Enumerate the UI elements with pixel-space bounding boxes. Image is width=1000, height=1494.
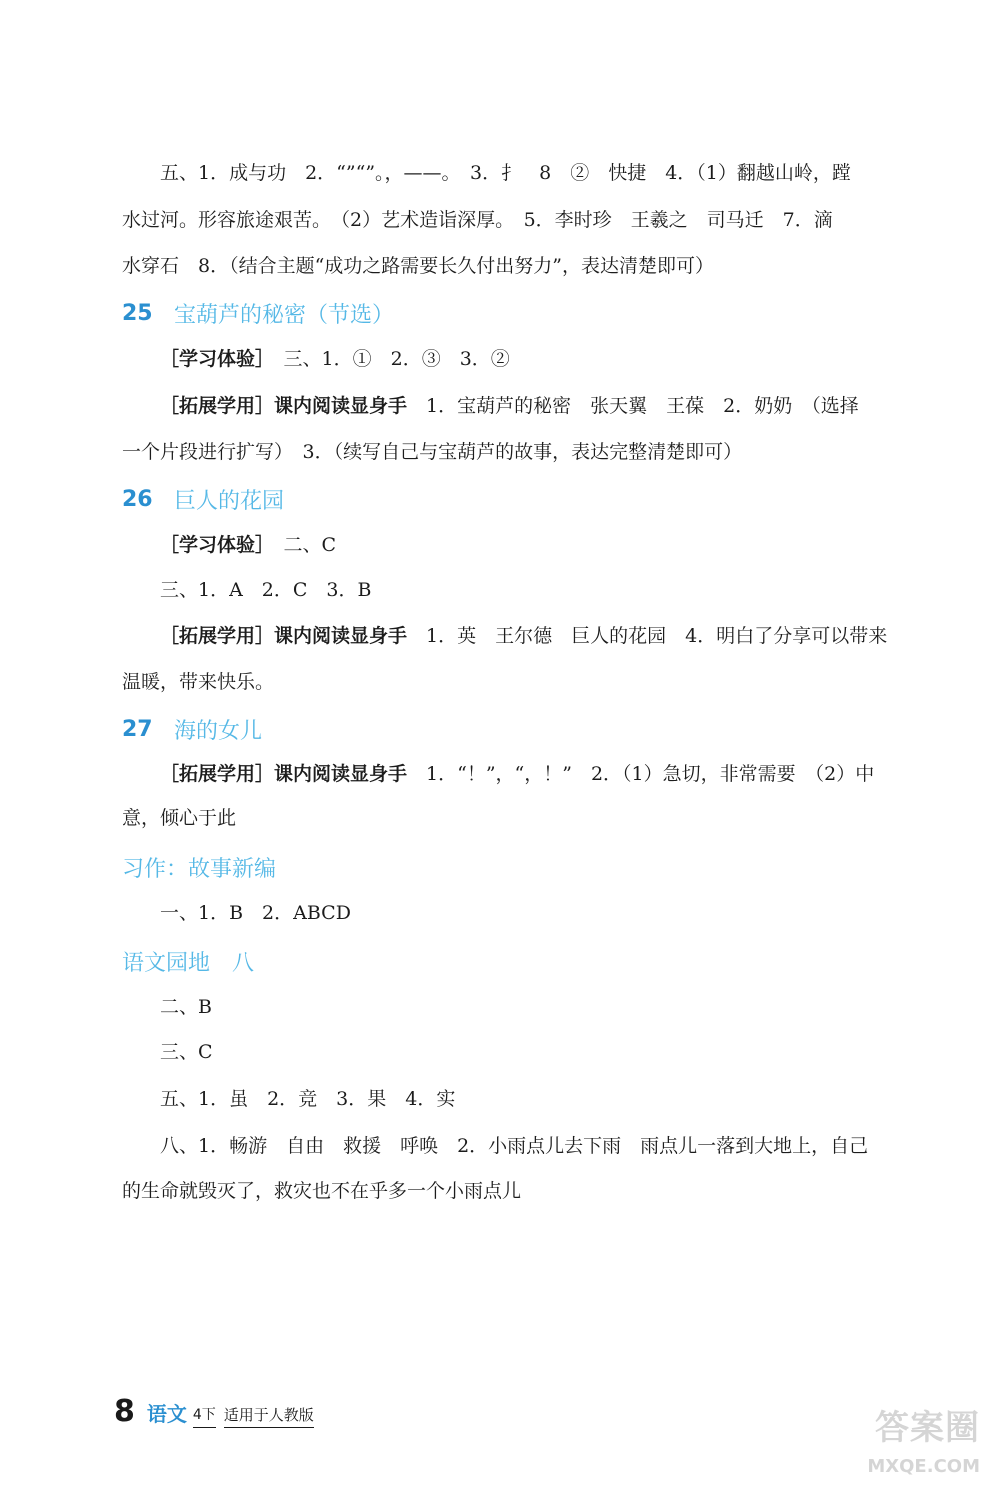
lesson-25-extend-line-2: 一个片段进行扩写） 3．（续写自己与宝葫芦的故事，表达完整清楚即可） <box>122 441 743 463</box>
extend-answers: 1．英 王尔德 巨人的花园 4．明白了分享可以带来 <box>407 625 888 647</box>
page-number: 8 <box>114 1394 135 1429</box>
lesson-25-study <box>160 346 892 372</box>
writing-section-title: 习作：故事新编 <box>122 857 277 882</box>
extend-label: ［拓展学用］课内阅读显身手 <box>160 395 408 417</box>
subject-label: 语文 <box>146 1402 187 1426</box>
lesson-27-extend-line-1 <box>160 761 892 787</box>
answer-wu-line-3: 水穿石 8．（结合主题“成功之路需要长久付出努力”，表达清楚即可） <box>122 255 715 277</box>
writing-answers: 一、1．B 2．ABCD <box>160 902 351 924</box>
lesson-number: 26 <box>122 486 153 512</box>
garden-er: 二、B <box>160 996 212 1018</box>
watermark-url: MXQE.COM <box>867 1456 980 1477</box>
garden-wu: 五、1．虽 2．竞 3．果 4．实 <box>160 1088 456 1110</box>
lesson-number: 25 <box>122 300 153 326</box>
lesson-25-extend-line-1 <box>160 393 892 419</box>
garden-ba-line-2: 的生命就毁灭了，救灾也不在乎多一个小雨点儿 <box>122 1180 522 1202</box>
lesson-number: 27 <box>122 716 153 742</box>
lesson-26-san: 三、1．A 2．C 3．B <box>160 579 372 601</box>
watermark-logo: 答案圈 <box>875 1408 980 1448</box>
answer-wu-line-2: 水过河。形容旅途艰苦。 （2）艺术造诣深厚。 5．李时珍 王羲之 司马迁 7．滴 <box>122 209 833 231</box>
garden-san: 三、C <box>160 1041 213 1063</box>
lesson-26-heading <box>122 482 284 516</box>
lesson-25-heading <box>122 296 394 330</box>
garden-ba-line-1: 八、1．畅游 自由 救援 呼唤 2．小雨点儿去下雨 雨点儿一落到大地上，自己 <box>160 1135 869 1157</box>
lesson-title: 宝葫芦的秘密（节选） <box>174 302 395 328</box>
study-label: ［学习体验］ <box>160 348 265 370</box>
answer-wu-line-1: 五、1．成与功 2．“”“”。，——。 3．扌 8 ② 快捷 4．（1）翻越山岭，蹚 <box>160 162 851 184</box>
lesson-27-extend-line-2: 意，倾心于此 <box>122 807 237 829</box>
lesson-27-heading <box>122 712 262 746</box>
lesson-26-extend-line-2: 温暖，带来快乐。 <box>122 671 275 693</box>
lesson-26-study <box>160 532 892 558</box>
watermark <box>860 1400 980 1484</box>
study-answers: 二、C <box>264 534 337 556</box>
edition-label: 适用于人教版 <box>224 1403 314 1428</box>
garden-section-title: 语文园地 八 <box>122 951 255 976</box>
extend-answers: 1．“！”，“，！” 2．（1）急切，非常需要 （2）中 <box>407 763 875 785</box>
extend-label: ［拓展学用］课内阅读显身手 <box>160 763 408 785</box>
lesson-title: 巨人的花园 <box>174 488 285 514</box>
lesson-title: 海的女儿 <box>174 718 263 744</box>
page-footer <box>114 1392 314 1428</box>
grade-label: 4下 <box>193 1403 216 1428</box>
lesson-26-extend-line-1 <box>160 623 892 649</box>
extend-label: ［拓展学用］课内阅读显身手 <box>160 625 408 647</box>
extend-answers: 1．宝葫芦的秘密 张天翼 王葆 2．奶奶 （选择 <box>407 395 859 417</box>
study-label: ［学习体验］ <box>160 534 265 556</box>
study-answers: 三、1．① 2．③ 3．② <box>264 348 510 370</box>
